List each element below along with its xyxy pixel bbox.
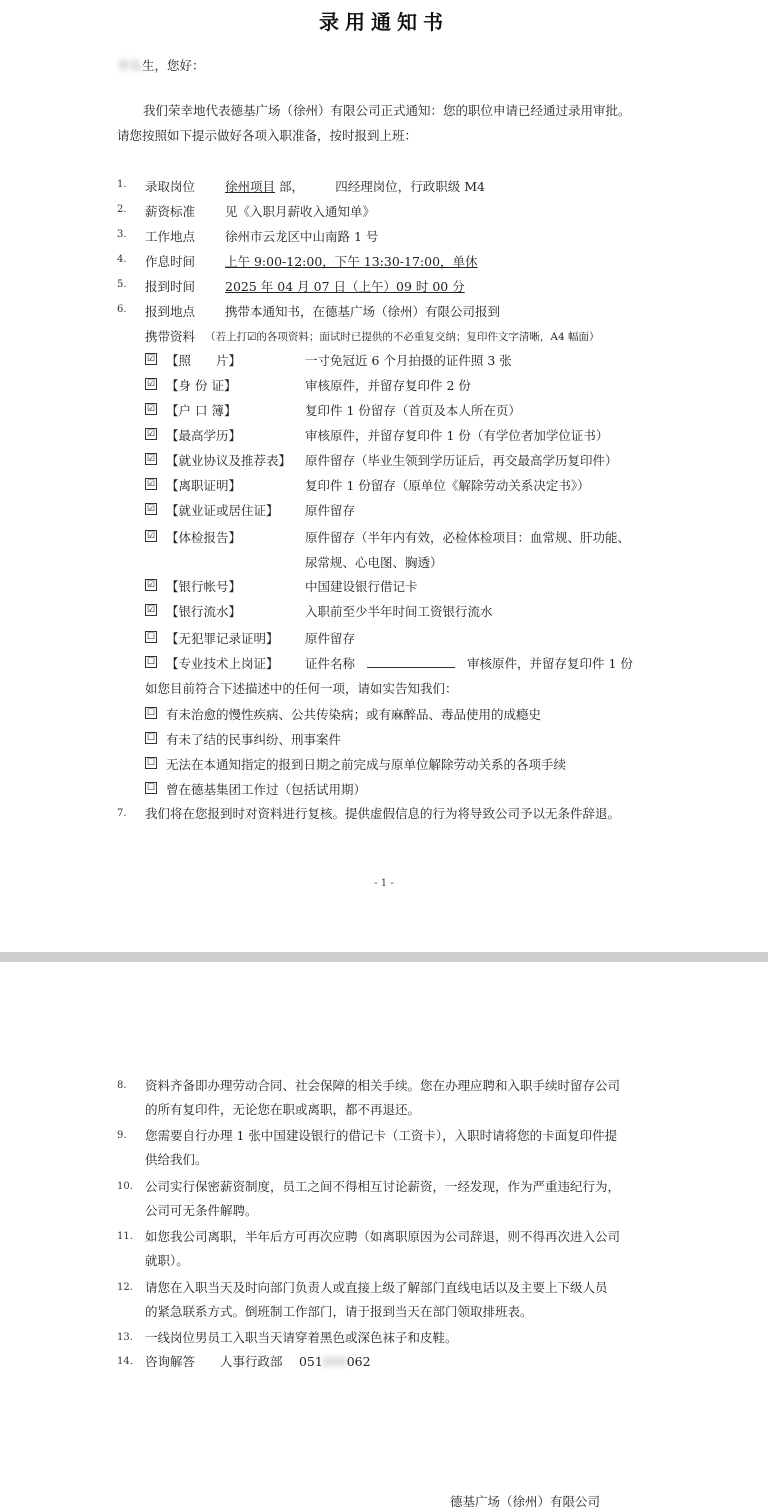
material-desc: 审核原件，并留存复印件 1 份（有学位者加学位证书） [305,428,609,443]
item-line: 咨询解答 人事行政部 051000062 [145,1354,371,1369]
material-desc: 一寸免冠近 6 个月拍摄的证件照 3 张 [305,353,512,368]
checkbox-checked[interactable]: ☑ [146,479,156,489]
checkbox-checked[interactable]: ☑ [146,404,156,414]
masked-name: 李先 [117,58,143,73]
material-desc: 原件留存 [305,503,356,518]
masked-phone: 000 [322,1354,347,1369]
greeting-text: 生，您好： [142,58,205,73]
checkbox-unchecked[interactable]: ☐ [146,657,156,667]
item-number: 4. [117,254,127,265]
item-number: 7. [117,808,127,819]
checkbox-unchecked[interactable]: ☐ [146,632,156,642]
page-2 [0,962,768,1507]
checkbox-checked[interactable]: ☑ [146,379,156,389]
item-line: 一线岗位男员工入职当天请穿着黑色或深色袜子和皮鞋。 [145,1330,458,1345]
material-desc-cont: 尿常规、心电图、胸透） [305,555,443,570]
declare-item: 有未治愈的慢性疾病、公共传染病；或有麻醉品、毒品使用的成瘾史 [166,707,542,722]
checkbox-checked[interactable]: ☑ [146,354,156,364]
item-label: 薪资标准 [145,204,196,219]
checkbox-checked[interactable]: ☑ [146,605,156,615]
item-line: 如您我公司离职，半年后方可再次应聘（如离职原因为公司辞退，则不得再次进入公司 [145,1229,621,1244]
material-name: 【就业协议及推荐表】 [166,453,292,468]
material-desc: 复印件 1 份留存（原单位《解除劳动关系决定书》） [305,478,590,493]
item-label: 作息时间 [145,254,196,269]
item-number: 10. [117,1181,133,1192]
company-signature: 德基广场（徐州）有限公司 [450,1494,601,1509]
declare-item: 曾在德基集团工作过（包括试用期） [166,782,367,797]
checkbox-checked[interactable]: ☑ [146,580,156,590]
document-title: 录用通知书 [319,10,449,34]
page-number: - 1 - [374,878,394,889]
declare-intro: 如您目前符合下述描述中的任何一项，请如实告知我们： [145,681,458,696]
item-number: 1. [117,179,127,190]
checkbox-unchecked[interactable]: ☐ [146,783,156,793]
checkbox-checked[interactable]: ☑ [146,531,156,541]
item-value: 2025 年 04 月 07 日（上午）09 时 00 分 [225,279,465,294]
page-divider [0,952,768,962]
checkbox-checked[interactable]: ☑ [146,454,156,464]
declare-item: 无法在本通知指定的报到日期之前完成与原单位解除劳动关系的各项手续 [166,757,567,772]
item-line: 资料齐备即办理劳动合同、社会保障的相关手续。您在办理应聘和入职手续时留存公司 [145,1078,621,1093]
item-value: 徐州市云龙区中山南路 1 号 [225,229,379,244]
material-name: 【户 口 簿】 [166,403,237,418]
intro-line-2: 请您按照如下提示做好各项入职准备，按时报到上班： [117,128,418,143]
material-desc: 入职前至少半年时间工资银行流水 [305,604,493,619]
item-line: 的紧急联系方式。倒班制工作部门，请于报到当天在部门领取排班表。 [145,1304,533,1319]
material-name: 【专业技术上岗证】 [166,656,279,671]
item-number: 14. [117,1356,133,1367]
item-number: 3. [117,229,127,240]
material-desc: 原件留存（半年内有效，必检体检项目：血常规、肝功能、 [305,530,631,545]
material-name: 【银行帐号】 [166,579,242,594]
blank-underline [367,657,455,668]
intro-line-1: 我们荣幸地代表德基广场（徐州）有限公司正式通知：您的职位申请已经通过录用审批。 [143,103,631,118]
item-number: 12. [117,1282,133,1293]
item-line: 公司实行保密薪资制度，员工之间不得相互讨论薪资，一经发现，作为严重违纪行为， [145,1179,621,1194]
material-desc: 原件留存 [305,631,356,646]
materials-note: （若上打☑的各项资料；面试时已提供的不必重复交纳；复印件文字清晰，A4 幅面） [205,331,600,343]
item-line: 供给我们。 [145,1152,208,1167]
item-number: 11. [117,1231,133,1242]
item-number: 2. [117,204,127,215]
material-name: 【就业证或居住证】 [166,503,279,518]
material-name: 【最高学历】 [166,428,242,443]
material-name: 【离职证明】 [166,478,242,493]
item-number: 8. [117,1080,127,1091]
item-label: 报到地点 [145,304,196,319]
material-desc: 复印件 1 份留存（首页及本人所在页） [305,403,521,418]
materials-label: 携带资料 [145,329,196,344]
checkbox-checked[interactable]: ☑ [146,504,156,514]
item-number: 6. [117,304,127,315]
item-7-text: 我们将在您报到时对资料进行复核。提供虚假信息的行为将导致公司予以无条件辞退。 [145,806,621,821]
item-line: 的所有复印件，无论您在职或离职，都不再退还。 [145,1102,421,1117]
material-name: 【无犯罪记录证明】 [166,631,279,646]
item-line: 公司可无条件解聘。 [145,1203,258,1218]
checkbox-unchecked[interactable]: ☐ [146,708,156,718]
material-name: 【银行流水】 [166,604,242,619]
item-label: 工作地点 [145,229,196,244]
item-number: 5. [117,279,127,290]
material-name: 【身 份 证】 [166,378,237,393]
item-label: 录取岗位 [145,179,196,194]
material-name: 【体检报告】 [166,530,242,545]
checkbox-unchecked[interactable]: ☐ [146,758,156,768]
item-value: 携带本通知书，在德基广场（徐州）有限公司报到 [225,304,501,319]
material-desc: 审核原件，并留存复印件 2 份 [305,378,471,393]
item-value: 徐州项目 部， 四经理岗位，行政职级 M4 [225,179,486,194]
checkbox-checked[interactable]: ☑ [146,429,156,439]
item-number: 13. [117,1332,133,1343]
item-line: 请您在入职当天及时向部门负责人或直接上级了解部门直线电话以及主要上下级人员 [145,1280,608,1295]
item-line: 就职）。 [145,1253,189,1268]
greeting [117,58,205,74]
item-value: 上午 9:00-12:00，下午 13:30-17:00，单休 [225,254,478,269]
material-desc: 中国建设银行借记卡 [305,579,418,594]
item-label: 报到时间 [145,279,196,294]
material-name: 【照 片】 [166,353,242,368]
checkbox-unchecked[interactable]: ☐ [146,733,156,743]
item-line: 您需要自行办理 1 张中国建设银行的借记卡（工资卡），入职时请将您的卡面复印件提 [145,1128,618,1143]
declare-item: 有未了结的民事纠纷、刑事案件 [166,732,342,747]
material-desc: 原件留存（毕业生领到学历证后，再交最高学历复印件） [305,453,618,468]
material-desc: 证件名称 审核原件，并留存复印件 1 份 [305,656,633,671]
item-number: 9. [117,1130,127,1141]
item-value: 见《入职月薪收入通知单》 [225,204,376,219]
